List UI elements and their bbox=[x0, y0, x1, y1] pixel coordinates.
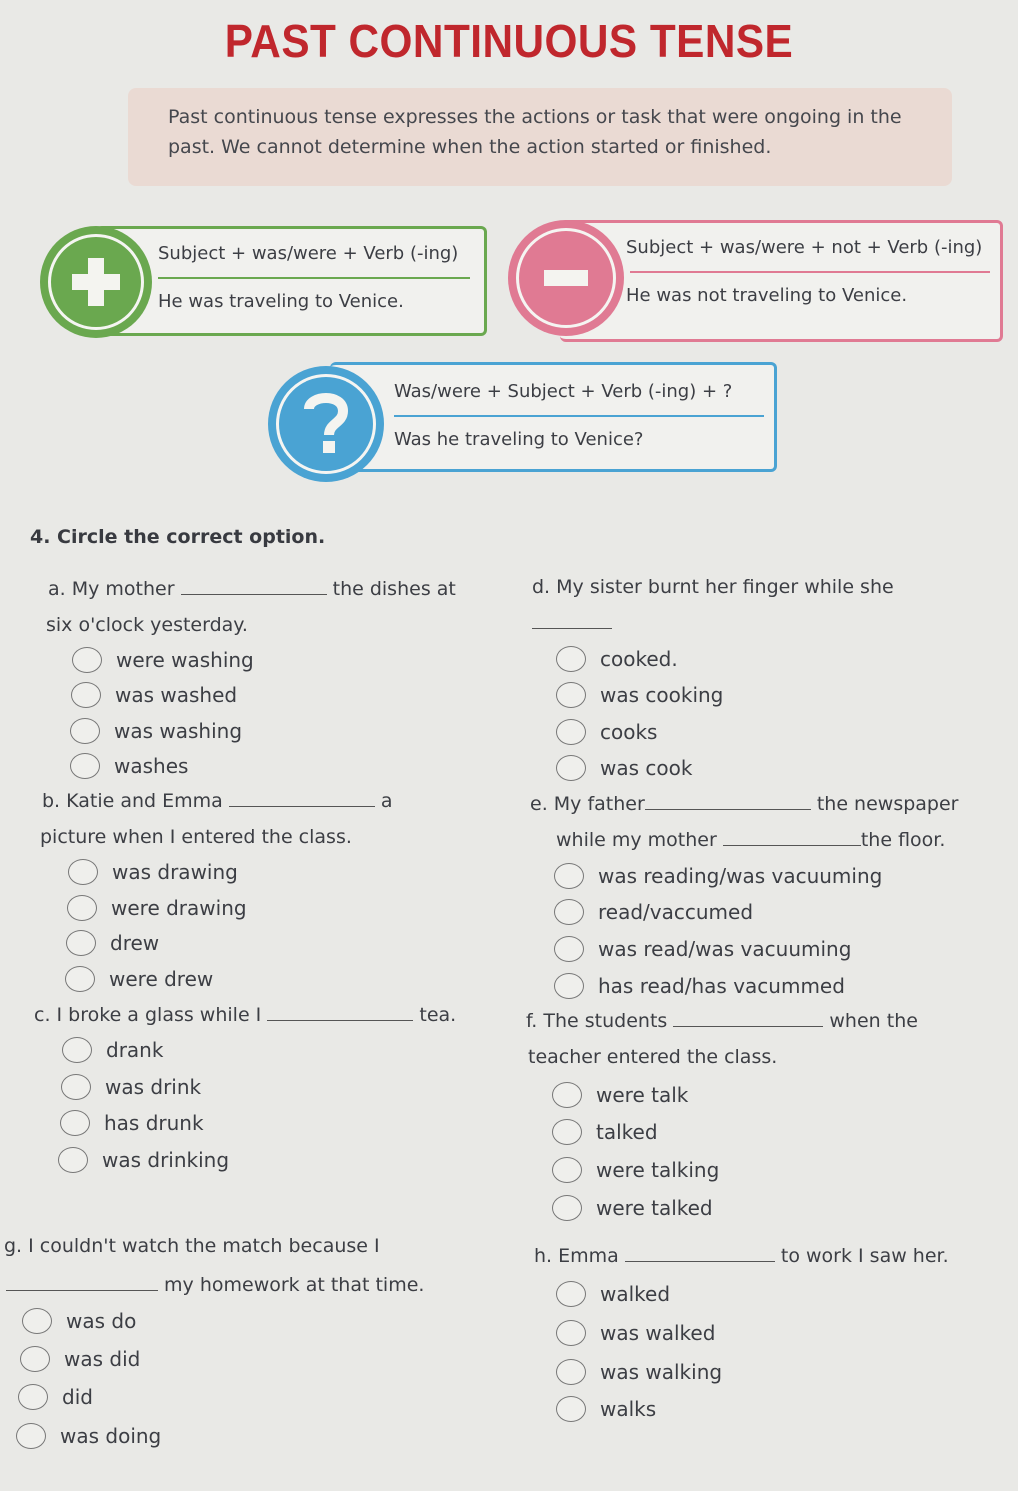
option-label: drew bbox=[110, 931, 160, 955]
option-b4[interactable] bbox=[65, 964, 213, 994]
question-c-blank bbox=[267, 1020, 413, 1021]
option-circle[interactable] bbox=[556, 1359, 586, 1385]
option-circle[interactable] bbox=[58, 1147, 88, 1173]
negative-rule-box bbox=[560, 220, 1003, 342]
option-h3[interactable] bbox=[556, 1357, 722, 1387]
option-circle[interactable] bbox=[62, 1037, 92, 1063]
question-g-line2-text: my homework at that time. bbox=[164, 1274, 425, 1296]
option-circle[interactable] bbox=[552, 1082, 582, 1108]
option-label: did bbox=[62, 1385, 93, 1409]
question-d-line1: d. My sister burnt her finger while she bbox=[532, 576, 894, 598]
option-a4[interactable] bbox=[70, 751, 188, 781]
definition-box bbox=[128, 88, 952, 186]
question-a-line1 bbox=[48, 578, 456, 600]
minus-badge bbox=[508, 220, 624, 336]
option-circle[interactable] bbox=[552, 1195, 582, 1221]
question-g-line2 bbox=[6, 1274, 424, 1296]
option-circle[interactable] bbox=[554, 936, 584, 962]
option-h1[interactable] bbox=[556, 1279, 670, 1309]
option-circle[interactable] bbox=[65, 966, 95, 992]
question-f-prefix: f. The students bbox=[526, 1010, 668, 1032]
option-g1[interactable] bbox=[22, 1306, 136, 1336]
question-f-blank bbox=[673, 1026, 823, 1027]
positive-formula: Subject + was/were + Verb (-ing) bbox=[158, 243, 459, 264]
option-circle[interactable] bbox=[554, 899, 584, 925]
option-label: were talking bbox=[596, 1158, 720, 1182]
question-e-prefix: e. My father bbox=[530, 793, 645, 815]
option-f1[interactable] bbox=[552, 1080, 688, 1110]
question-c-mid: tea. bbox=[419, 1004, 457, 1026]
option-label: were talk bbox=[596, 1083, 689, 1107]
question-f-line1 bbox=[526, 1010, 918, 1032]
question-h-mid: to work I saw her. bbox=[780, 1245, 949, 1267]
option-d1[interactable] bbox=[556, 644, 678, 674]
option-e2[interactable] bbox=[554, 897, 753, 927]
option-c3[interactable] bbox=[60, 1108, 204, 1138]
option-circle[interactable] bbox=[556, 646, 586, 672]
question-b-line1 bbox=[42, 790, 393, 812]
option-h4[interactable] bbox=[556, 1394, 656, 1424]
question-formula: Was/were + Subject + Verb (-ing) + ? bbox=[394, 381, 733, 402]
question-a-prefix: a. My mother bbox=[48, 578, 175, 600]
option-circle[interactable] bbox=[552, 1119, 582, 1145]
question-a-blank bbox=[181, 594, 327, 595]
question-b-blank bbox=[229, 806, 375, 807]
option-label: was walking bbox=[600, 1360, 723, 1384]
option-label: was did bbox=[64, 1347, 141, 1371]
option-a3[interactable] bbox=[70, 716, 242, 746]
option-label: was walked bbox=[600, 1321, 716, 1345]
question-d-line2 bbox=[532, 612, 612, 634]
option-circle[interactable] bbox=[67, 895, 97, 921]
option-c2[interactable] bbox=[61, 1072, 201, 1102]
option-circle[interactable] bbox=[22, 1308, 52, 1334]
option-label: was drink bbox=[105, 1075, 202, 1099]
question-g-line1: g. I couldn't watch the match because I bbox=[4, 1235, 380, 1257]
option-c1[interactable] bbox=[62, 1035, 163, 1065]
option-label: drank bbox=[106, 1038, 164, 1062]
option-circle[interactable] bbox=[556, 1281, 586, 1307]
positive-rule-box bbox=[96, 226, 487, 336]
minus-icon bbox=[536, 263, 596, 293]
question-e-line2b: the floor. bbox=[860, 829, 946, 851]
option-circle[interactable] bbox=[61, 1074, 91, 1100]
option-d2[interactable] bbox=[556, 680, 723, 710]
option-circle[interactable] bbox=[16, 1423, 46, 1449]
page-title: PAST CONTINUOUS TENSE bbox=[224, 15, 794, 67]
option-label: were washing bbox=[116, 648, 254, 672]
option-circle[interactable] bbox=[18, 1384, 48, 1410]
option-f2[interactable] bbox=[552, 1117, 658, 1147]
question-g-blank bbox=[6, 1290, 158, 1291]
question-example: Was he traveling to Venice? bbox=[394, 429, 644, 450]
question-mark-icon bbox=[301, 391, 351, 457]
option-circle[interactable] bbox=[556, 1320, 586, 1346]
question-f-mid: when the bbox=[829, 1010, 918, 1032]
positive-separator bbox=[158, 277, 470, 279]
option-label: cooks bbox=[600, 720, 658, 744]
option-label: washes bbox=[114, 754, 189, 778]
option-circle[interactable] bbox=[71, 682, 101, 708]
plus-icon bbox=[66, 252, 126, 312]
question-separator bbox=[394, 415, 764, 417]
question-e-line2 bbox=[556, 829, 945, 851]
option-label: were talked bbox=[596, 1196, 713, 1220]
question-b-mid: a bbox=[380, 790, 393, 812]
option-e3[interactable] bbox=[554, 934, 851, 964]
option-circle[interactable] bbox=[60, 1110, 90, 1136]
option-label: was washed bbox=[115, 683, 238, 707]
option-label: was washing bbox=[114, 719, 243, 743]
option-label: was do bbox=[66, 1309, 137, 1333]
question-e-blank2 bbox=[723, 845, 861, 846]
option-label: read/vaccumed bbox=[598, 900, 754, 924]
option-circle[interactable] bbox=[556, 719, 586, 745]
option-h2[interactable] bbox=[556, 1318, 715, 1348]
option-label: was read/was vacuuming bbox=[598, 937, 852, 961]
option-f3[interactable] bbox=[552, 1155, 719, 1185]
option-label: has drunk bbox=[104, 1111, 204, 1135]
plus-badge bbox=[40, 226, 152, 338]
question-b-prefix: b. Katie and Emma bbox=[42, 790, 223, 812]
option-circle[interactable] bbox=[552, 1157, 582, 1183]
question-badge bbox=[268, 366, 384, 482]
option-a2[interactable] bbox=[71, 680, 237, 710]
option-label: walked bbox=[600, 1282, 671, 1306]
question-c-line1 bbox=[34, 1004, 456, 1026]
definition-text: Past continuous tense expresses the actions or task that were ongoing in the past. We cannot determine when the action started or finished. bbox=[168, 106, 902, 158]
option-label: talked bbox=[596, 1120, 658, 1144]
option-circle[interactable] bbox=[68, 859, 98, 885]
positive-example: He was traveling to Venice. bbox=[158, 291, 404, 312]
option-f4[interactable] bbox=[552, 1193, 713, 1223]
option-e1[interactable] bbox=[554, 861, 882, 891]
option-c4[interactable] bbox=[58, 1145, 229, 1175]
question-a-mid: the dishes at bbox=[332, 578, 456, 600]
option-circle[interactable] bbox=[72, 647, 102, 673]
option-label: has read/has vacummed bbox=[598, 974, 845, 998]
option-label: was drinking bbox=[102, 1148, 230, 1172]
option-circle[interactable] bbox=[556, 755, 586, 781]
question-b-line2: picture when I entered the class. bbox=[40, 826, 352, 848]
negative-example: He was not traveling to Venice. bbox=[626, 285, 908, 306]
option-label: walks bbox=[600, 1397, 657, 1421]
question-e-line1 bbox=[530, 793, 958, 815]
option-label: were drew bbox=[109, 967, 214, 991]
option-circle[interactable] bbox=[70, 753, 100, 779]
option-circle[interactable] bbox=[556, 682, 586, 708]
question-e-line2a: while my mother bbox=[556, 829, 717, 851]
option-circle[interactable] bbox=[554, 863, 584, 889]
question-e-mid: the newspaper bbox=[816, 793, 959, 815]
option-circle[interactable] bbox=[70, 718, 100, 744]
question-d-blank bbox=[532, 612, 612, 629]
question-h-line1 bbox=[534, 1245, 949, 1267]
option-label: were drawing bbox=[111, 896, 247, 920]
option-circle[interactable] bbox=[66, 930, 96, 956]
option-label: was reading/was vacuuming bbox=[598, 864, 883, 888]
option-label: was drawing bbox=[112, 860, 238, 884]
question-h-blank bbox=[625, 1261, 775, 1262]
option-label: was doing bbox=[60, 1424, 162, 1448]
option-b2[interactable] bbox=[67, 893, 247, 923]
negative-separator bbox=[630, 271, 990, 273]
option-b3[interactable] bbox=[66, 928, 159, 958]
option-g4[interactable] bbox=[16, 1421, 161, 1451]
option-label: was cook bbox=[600, 756, 693, 780]
option-label: cooked. bbox=[600, 647, 678, 671]
option-g3[interactable] bbox=[18, 1382, 93, 1412]
option-b1[interactable] bbox=[68, 857, 238, 887]
question-f-line2: teacher entered the class. bbox=[528, 1046, 778, 1068]
question-c-prefix: c. I broke a glass while I bbox=[34, 1004, 262, 1026]
option-g2[interactable] bbox=[20, 1344, 140, 1374]
option-circle[interactable] bbox=[556, 1396, 586, 1422]
exercise-heading: 4. Circle the correct option. bbox=[30, 526, 326, 548]
option-label: was cooking bbox=[600, 683, 724, 707]
option-d4[interactable] bbox=[556, 753, 692, 783]
question-a-line2: six o'clock yesterday. bbox=[46, 614, 248, 636]
option-d3[interactable] bbox=[556, 717, 657, 747]
question-h-prefix: h. Emma bbox=[534, 1245, 619, 1267]
option-a1[interactable] bbox=[72, 645, 254, 675]
negative-formula: Subject + was/were + not + Verb (-ing) bbox=[626, 237, 983, 258]
option-circle[interactable] bbox=[554, 973, 584, 999]
question-e-blank1 bbox=[645, 809, 811, 810]
option-e4[interactable] bbox=[554, 971, 845, 1001]
option-circle[interactable] bbox=[20, 1346, 50, 1372]
question-rule-box bbox=[330, 362, 777, 472]
